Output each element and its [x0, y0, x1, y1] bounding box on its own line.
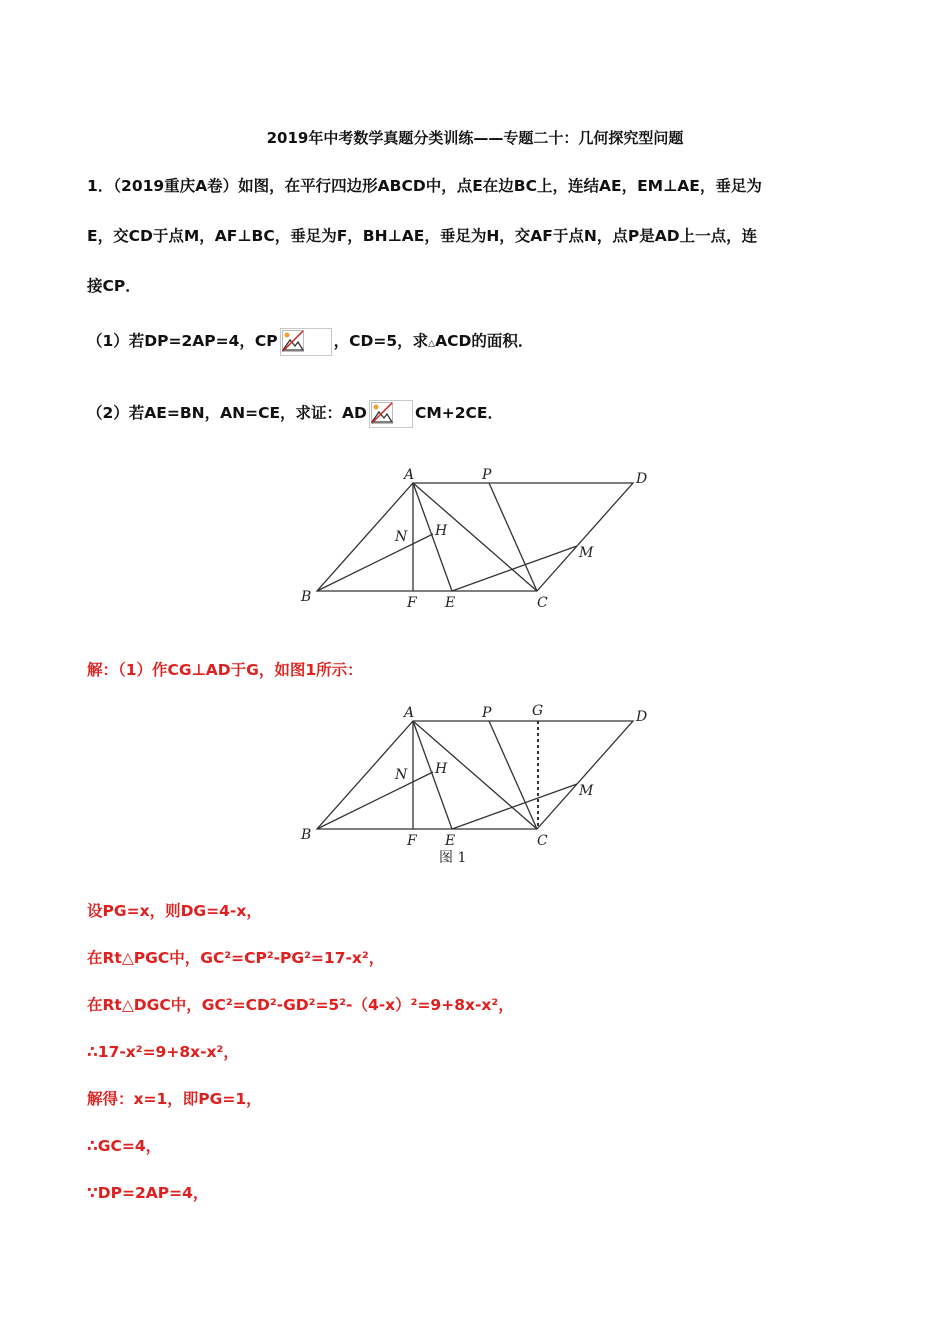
label-f: F — [407, 595, 417, 611]
label-a: A — [404, 705, 415, 721]
label-n: N — [395, 529, 408, 545]
label-c: C — [537, 833, 548, 849]
label-p: P — [482, 467, 492, 483]
segment-ac — [413, 721, 537, 829]
label-m: M — [579, 783, 594, 799]
solution-step-7: ∵DP=2AP=4， — [87, 1184, 209, 1202]
segment-em — [452, 546, 577, 591]
label-n: N — [395, 767, 408, 783]
part1-text-a: （1）若DP=2AP=4，CP — [87, 332, 278, 350]
label-m: M — [579, 545, 594, 561]
label-b: B — [301, 827, 312, 843]
segment-ac — [413, 483, 537, 591]
problem-line-2: E，交CD于点M，AF⊥BC，垂足为F，BH⊥AE，垂足为H，交AF于点N，点P是AD上一点，连 — [87, 227, 758, 245]
segment-bh — [317, 534, 433, 591]
label-h: H — [435, 523, 448, 539]
segment-bh — [317, 772, 433, 829]
part2-text-b: CM+2CE． — [414, 404, 503, 422]
broken-image-icon — [280, 328, 332, 356]
segment-em — [452, 784, 577, 829]
label-h: H — [435, 761, 448, 777]
label-d: D — [636, 471, 648, 487]
label-g: G — [532, 703, 544, 719]
solution-step-1: 设PG=x，则DG=4-x， — [87, 902, 262, 920]
solution-step-4: ∴17-x²=9+8x-x²， — [87, 1043, 239, 1061]
solution-step-6: ∴GC=4， — [87, 1137, 162, 1155]
broken-image-icon — [369, 400, 413, 428]
problem-part-2 — [87, 398, 503, 428]
part2-text-a: （2）若AE=BN，AN=CE，求证：AD — [87, 404, 367, 422]
solution-step-2: 在Rt△PGC中，GC²=CP²-PG²=17-x²， — [87, 949, 385, 967]
geometry-figure-main — [295, 462, 660, 614]
label-e: E — [445, 833, 456, 849]
label-e: E — [445, 595, 456, 611]
geometry-figure-1 — [295, 700, 660, 872]
label-a: A — [404, 467, 415, 483]
part1-text-c: ACD的面积． — [435, 332, 534, 350]
label-b: B — [301, 589, 312, 605]
problem-part-1 — [87, 326, 533, 359]
part1-text-b: ，CD=5，求 — [333, 332, 429, 350]
triangle-symbol: △ — [428, 339, 436, 349]
problem-line-3: 接CP． — [87, 277, 141, 295]
solution-step-3: 在Rt△DGC中，GC²=CD²-GD²=5²-（4-x）²=9+8x-x²， — [87, 996, 514, 1014]
figure-1-caption: 图 1 — [439, 850, 467, 866]
label-f: F — [407, 833, 417, 849]
solution-intro: 解：（1）作CG⊥AD于G，如图1所示： — [87, 661, 363, 679]
label-d: D — [636, 709, 648, 725]
page-title: 2019年中考数学真题分类训练——专题二十：几何探究型问题 — [266, 129, 684, 147]
label-p: P — [482, 705, 492, 721]
problem-line-1: 1．（2019重庆A卷）如图，在平行四边形ABCD中，点E在边BC上，连结AE，EM⊥AE，垂足为 — [87, 177, 762, 195]
solution-step-5: 解得：x=1，即PG=1， — [87, 1090, 262, 1108]
label-c: C — [537, 595, 548, 611]
